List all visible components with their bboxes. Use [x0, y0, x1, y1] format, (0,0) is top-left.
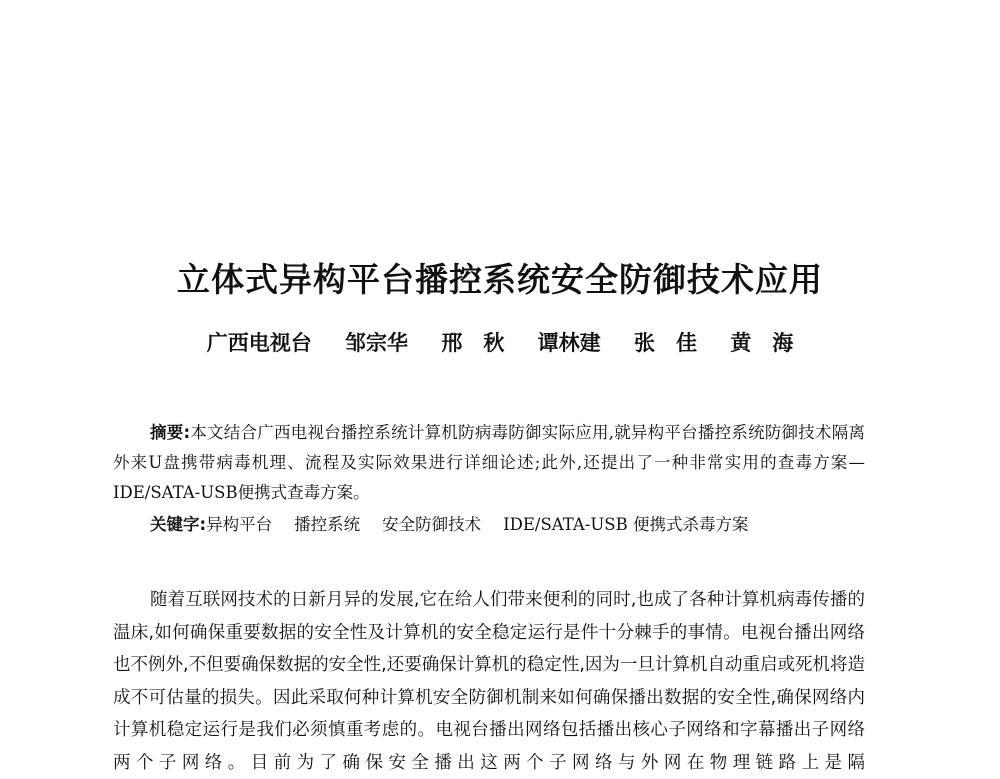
- author-name: 黄 海: [730, 330, 794, 355]
- abstract-paragraph: [113, 418, 865, 508]
- author-name: 谭林建: [537, 330, 601, 355]
- body-section: [113, 584, 865, 779]
- keywords-label: 关键字:: [150, 515, 207, 534]
- keyword: IDE/SATA-USB 便携式杀毒方案: [503, 515, 749, 534]
- body-paragraph: 随着互联网技术的日新月异的发展,它在给人们带来便利的同时,也成了各种计算机病毒传播的温床,如何确保重要数据的安全性及计算机的安全稳定运行是件十分棘手的事情。电视台播出网络也不例外,不但要确保数据的安全性,还要确保计算机的稳定性,因为一旦计算机自动重启或死机将造成不可估量的损失。因此采取何种计算机安全防御机制来如何确保播出数据的安全性,确保网络内计算机稳定运行是我们必须慎重考虑的。电视台播出网络包括播出核心子网络和字幕播出子网络两个子网络。目前为了确保安全播出这两个子网络与外网在物理链路上是隔: [113, 590, 865, 773]
- author-line: [0, 326, 1000, 360]
- abstract-label: 摘要:: [150, 423, 191, 442]
- keyword: 安全防御技术: [382, 515, 482, 534]
- keywords-line: [113, 510, 865, 540]
- keyword: 播控系统: [294, 515, 361, 534]
- abstract-block: [113, 418, 865, 540]
- author-name: 邢 秋: [441, 330, 505, 355]
- author-name: 张 佳: [633, 330, 697, 355]
- affiliation: 广西电视台: [206, 330, 312, 355]
- author-name: 邹宗华: [345, 330, 409, 355]
- abstract-text: 本文结合广西电视台播控系统计算机防病毒防御实际应用,就异构平台播控系统防御技术隔离外来U盘携带病毒机理、流程及实际效果进行详细论述;此外,还提出了一种非常实用的查毒方案—IDE/SATA-USB便携式查毒方案。: [113, 423, 865, 502]
- keyword: 异构平台: [206, 515, 273, 534]
- paper-title: 立体式异构平台播控系统安全防御技术应用: [177, 260, 823, 299]
